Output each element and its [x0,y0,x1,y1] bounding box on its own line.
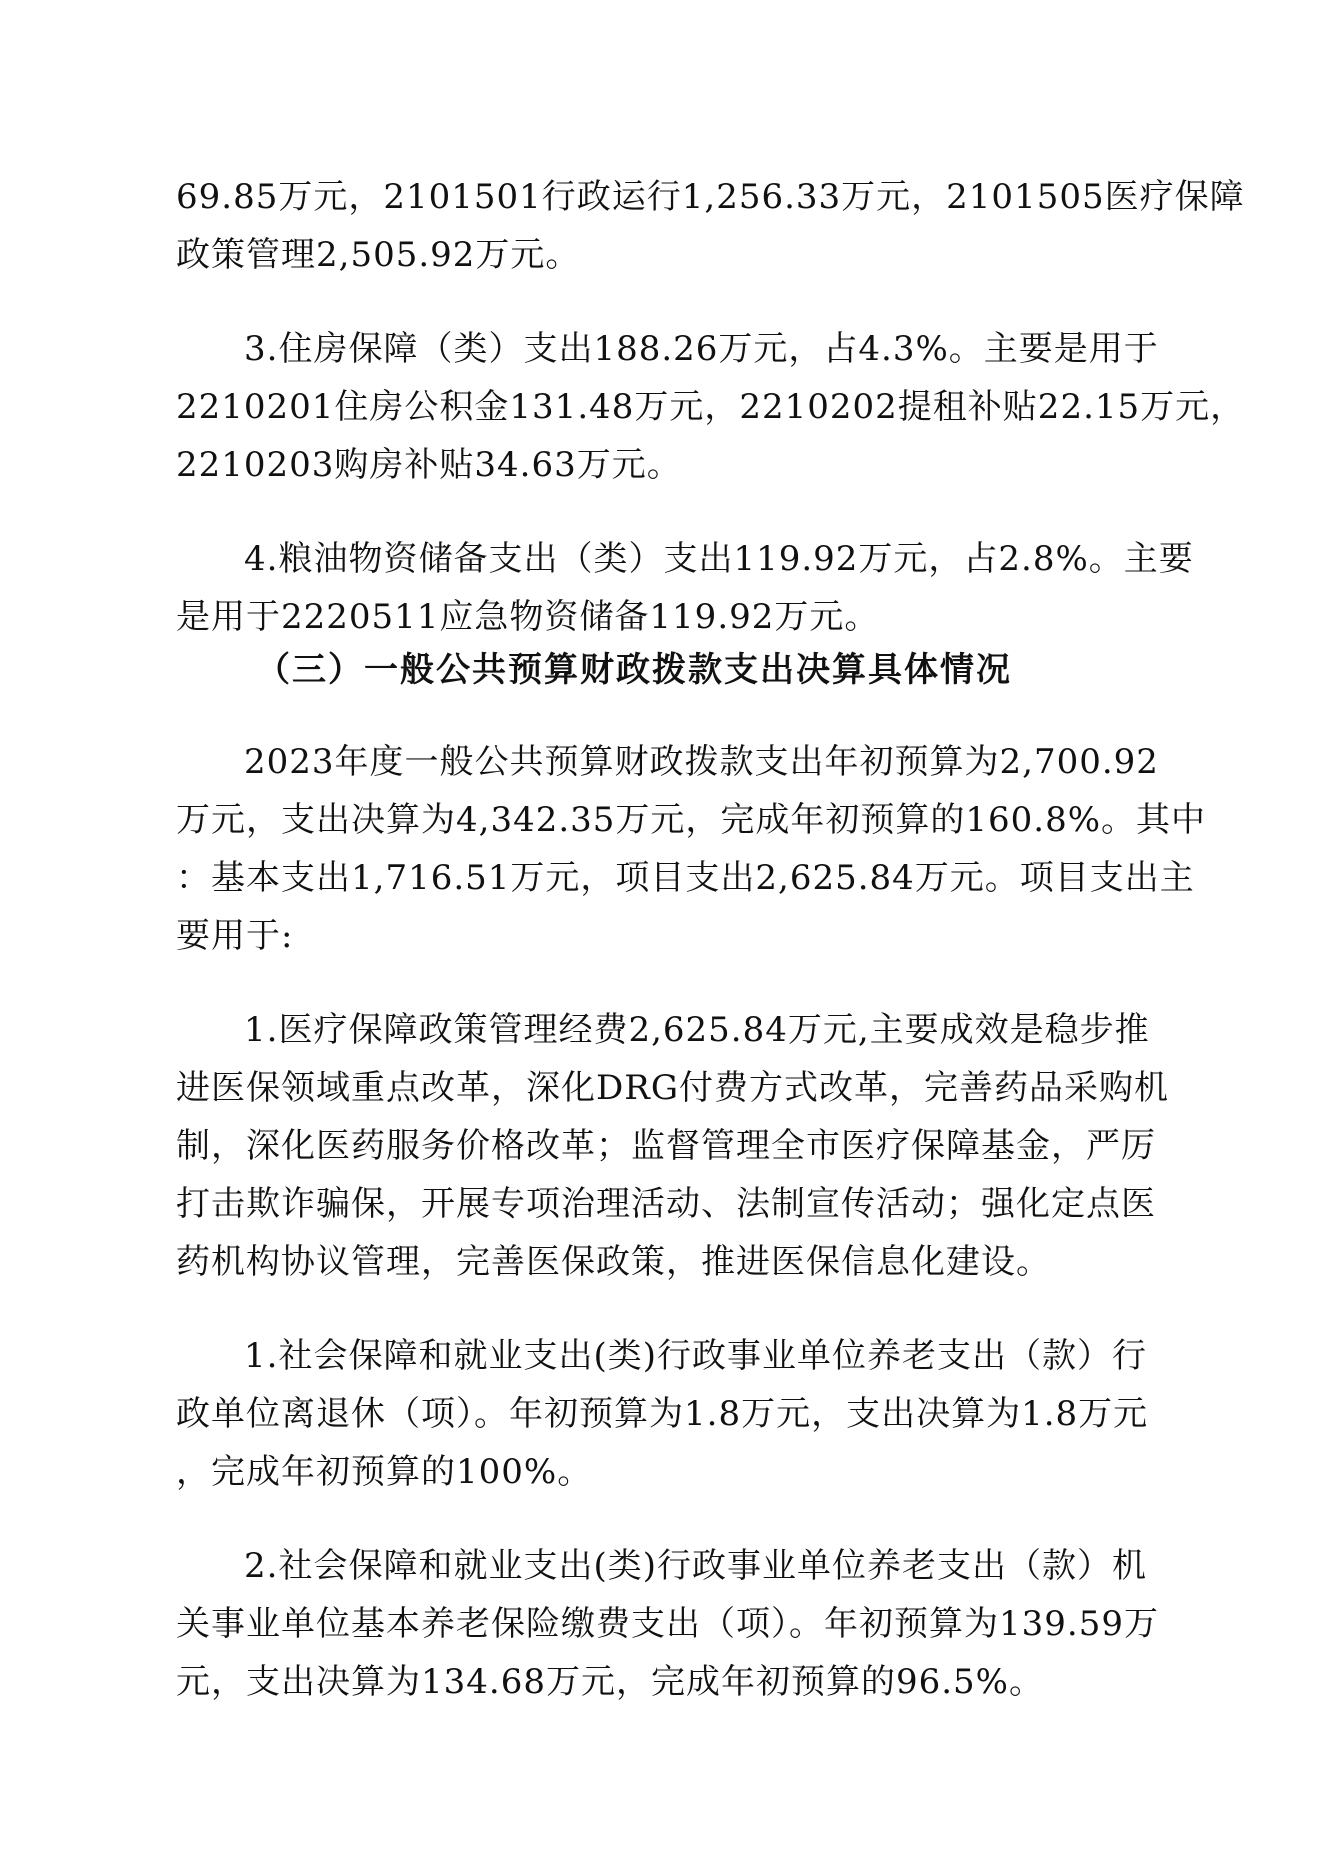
paragraph-line: 进医保领域重点改革，深化DRG付费方式改革，完善药品采购机 [176,1068,1170,1108]
paragraph-line: 3.住房保障（类）支出188.26万元，占4.3%。主要是用于 [244,329,1159,369]
paragraph-line: 政单位离退休（项）。年初预算为1.8万元，支出决算为1.8万元 [176,1394,1149,1434]
paragraph-line: 关事业单位基本养老保险缴费支出（项）。年初预算为139.59万 [176,1604,1159,1644]
paragraph-line: 是用于2220511应急物资储备119.92万元。 [176,597,880,637]
paragraph-line: 打击欺诈骗保，开展专项治理活动、法制宣传活动；强化定点医 [176,1184,1156,1224]
paragraph-line: 2210203购房补贴34.63万元。 [176,445,682,485]
paragraph-line: 69.85万元，2101501行政运行1,256.33万元，2101505医疗保障 [176,177,1245,217]
paragraph-line: 1.社会保障和就业支出(类)行政事业单位养老支出（款）行 [244,1336,1147,1376]
paragraph-line: 1.医疗保障政策管理经费2,625.84万元,主要成效是稳步推 [244,1010,1150,1050]
paragraph-line: 要用于: [176,916,294,956]
paragraph-line: 药机构协议管理，完善医保政策，推进医保信息化建设。 [176,1242,1051,1282]
paragraph-line: 制，深化医药服务价格改革；监督管理全市医疗保障基金，严厉 [176,1126,1156,1166]
paragraph-line: ，完成年初预算的100%。 [176,1452,593,1492]
paragraph-line: 万元，支出决算为4,342.35万元，完成年初预算的160.8%。其中 [176,800,1207,840]
paragraph-line: 2023年度一般公共预算财政拨款支出年初预算为2,700.92 [244,742,1159,782]
paragraph-line: 元，支出决算为134.68万元，完成年初预算的96.5%。 [176,1662,1044,1702]
paragraph-line: 2210201住房公积金131.48万元，2210202提租补贴22.15万元， [176,387,1246,427]
paragraph-line: 4.粮油物资储备支出（类）支出119.92万元，占2.8%。主要 [244,539,1194,579]
paragraph-line: ：基本支出1,716.51万元，项目支出2,625.84万元。项目支出主 [176,858,1195,898]
section-heading: （三）一般公共预算财政拨款支出决算具体情况 [256,650,1012,690]
paragraph-line: 2.社会保障和就业支出(类)行政事业单位养老支出（款）机 [244,1546,1147,1586]
paragraph-line: 政策管理2,505.92万元。 [176,235,581,275]
